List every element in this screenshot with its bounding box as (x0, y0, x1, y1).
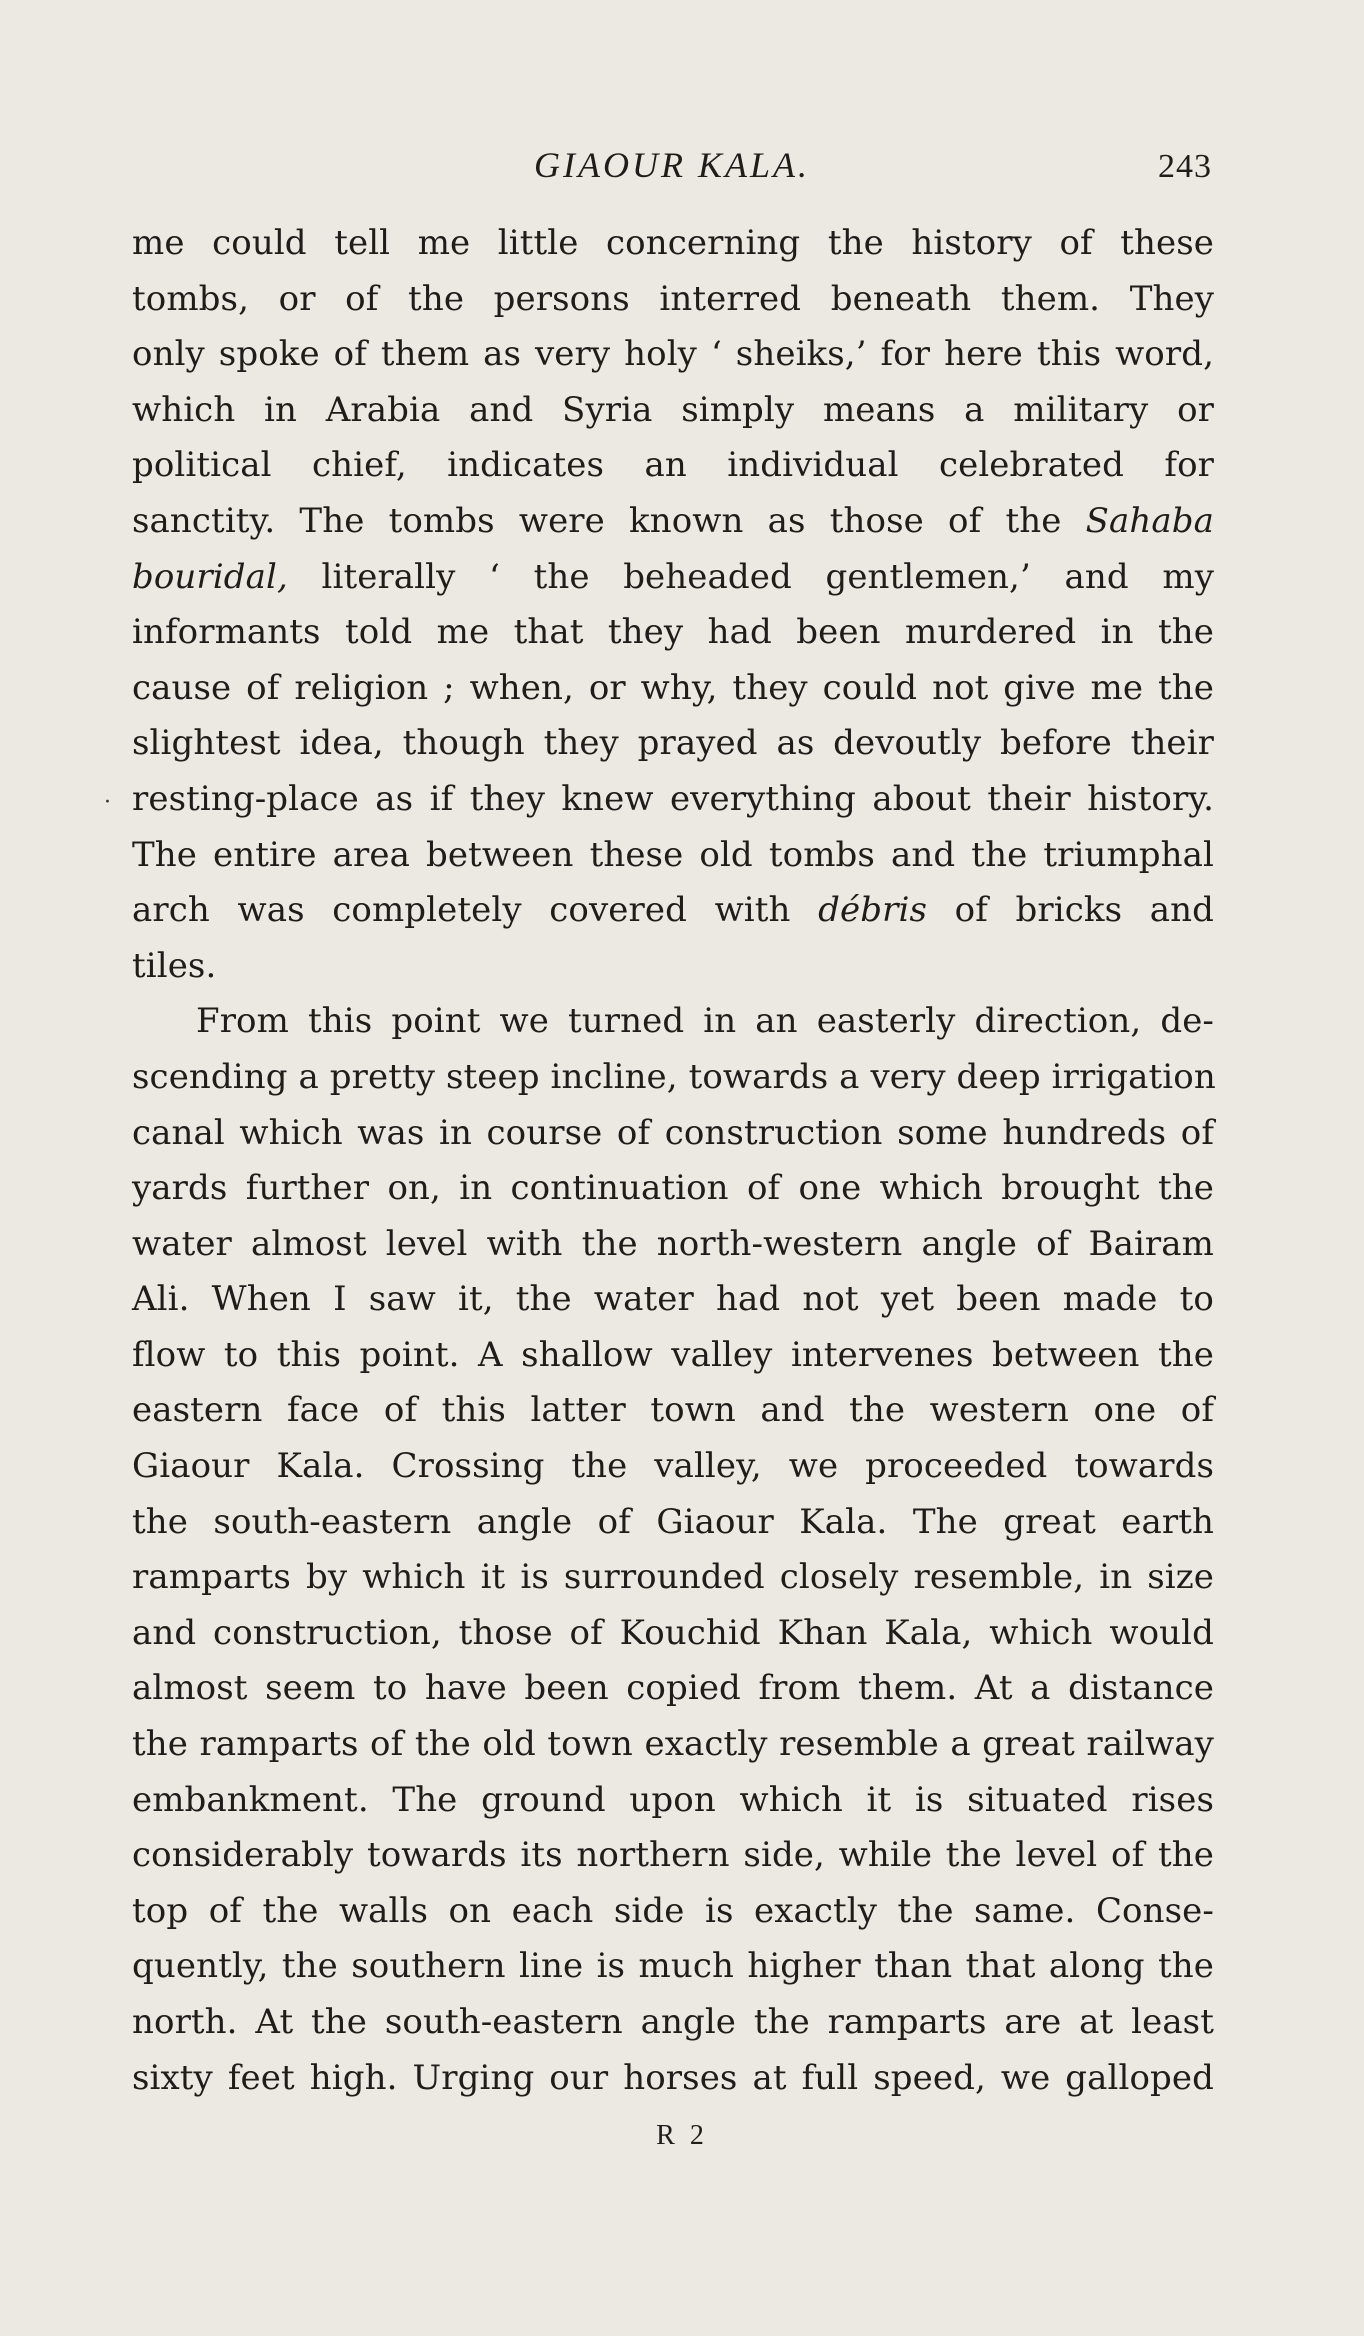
text-segment: Giaour Kala. Crossing the valley, we proceeded towards (132, 1446, 1214, 1487)
text-segment: flow to this point. A shallow valley intervenes between the (132, 1334, 1214, 1375)
text-line (132, 327, 1214, 383)
text-segment: and construction, those of Kouchid Khan Kala, which would (132, 1612, 1214, 1653)
text-line (132, 716, 1214, 772)
text-segment: canal which was in course of construction some hundreds of (132, 1112, 1214, 1153)
running-head (132, 138, 1212, 198)
text-line (132, 1495, 1214, 1551)
italic-phrase: Sahaba (1085, 500, 1214, 541)
text-segment: resting-place as if they knew everything about their history. (132, 778, 1214, 819)
text-line (132, 438, 1214, 494)
text-segment: embankment. The ground upon which it is situated rises (132, 1779, 1214, 1820)
text-line (132, 216, 1214, 272)
text-segment: water almost level with the north-western angle of Bairam (132, 1223, 1214, 1264)
text-segment: tombs, or of the persons interred beneath them. They (132, 278, 1214, 319)
text-segment: yards further on, in continuation of one which brought the (132, 1168, 1214, 1209)
text-segment: only spoke of them as very holy ‘ sheiks,’ for here this word, (132, 334, 1214, 375)
text-line (132, 772, 1214, 828)
text-segment: considerably towards its northern side, while the level of the (132, 1835, 1214, 1876)
text-line (132, 1328, 1214, 1384)
text-line (132, 1272, 1214, 1328)
text-line (132, 661, 1214, 717)
text-line (132, 605, 1214, 661)
text-line (132, 2051, 1214, 2107)
text-segment: the south-eastern angle of Giaour Kala. The great earth (132, 1501, 1214, 1542)
text-segment: scending a pretty steep incline, towards a very deep irrigation (132, 1056, 1216, 1097)
text-line (132, 939, 1214, 995)
text-line (132, 1606, 1214, 1662)
text-line (132, 272, 1214, 328)
text-line (132, 1050, 1214, 1106)
body-text (132, 216, 1214, 2106)
text-line (132, 1828, 1214, 1884)
text-segment: me could tell me little concerning the history of these (132, 223, 1214, 263)
text-line (132, 828, 1214, 884)
text-segment: slightest idea, though they prayed as devoutly before their (132, 723, 1214, 764)
text-line (132, 1995, 1214, 2051)
text-line (132, 383, 1214, 439)
text-segment: tiles. (132, 945, 217, 986)
margin-mark: · (104, 790, 111, 815)
text-segment: arch was completely covered with (132, 890, 819, 931)
text-segment: The entire area between these old tombs and the triumphal (132, 834, 1214, 875)
text-line (132, 1439, 1214, 1495)
text-segment: eastern face of this latter town and the western one of (132, 1390, 1214, 1431)
text-segment: informants told me that they had been murdered in the (132, 612, 1214, 653)
text-segment: of bricks and (927, 890, 1214, 931)
text-line (132, 1884, 1214, 1940)
page-number: 243 (1158, 148, 1212, 185)
italic-phrase: débris (818, 890, 927, 931)
text-line (132, 550, 1214, 606)
text-segment: which in Arabia and Syria simply means a military or (132, 389, 1214, 430)
text-segment: sanctity. The tombs were known as those of the (132, 500, 1086, 541)
text-line (132, 494, 1214, 550)
text-line (132, 1217, 1214, 1273)
text-segment: almost seem to have been copied from them. At a distance (132, 1668, 1214, 1709)
text-line (132, 1550, 1214, 1606)
text-segment: sixty feet high. Urging our horses at full speed, we galloped (132, 2057, 1214, 2098)
text-line (132, 1939, 1214, 1995)
text-line (132, 1161, 1214, 1217)
text-segment: quently, the southern line is much higher than that along the (132, 1946, 1214, 1987)
italic-phrase: bouridal, (132, 556, 288, 597)
text-line (132, 994, 1214, 1050)
text-segment: Ali. When I saw it, the water had not yet been made to (132, 1279, 1214, 1320)
text-line (132, 1773, 1214, 1829)
text-line (132, 1661, 1214, 1717)
text-line (132, 1106, 1214, 1162)
text-segment: cause of religion ; when, or why, they could not give me the (132, 667, 1214, 708)
text-segment: literally ‘ the beheaded gentlemen,’ and my (287, 556, 1214, 597)
signature-mark: R 2 (656, 2120, 708, 2151)
text-segment: political chief, indicates an individual celebrated for (132, 445, 1214, 486)
running-title: GIAOUR KALA. (534, 145, 810, 185)
text-segment: the ramparts of the old town exactly resemble a great railway (132, 1724, 1214, 1765)
text-line (132, 1383, 1214, 1439)
text-segment: ramparts by which it is surrounded closely resemble, in size (132, 1557, 1214, 1598)
text-segment: top of the walls on each side is exactly the same. Conse- (132, 1890, 1214, 1931)
text-segment: north. At the south-eastern angle the ramparts are at least (132, 2002, 1214, 2042)
text-segment: From this point we turned in an easterly direction, de- (196, 1001, 1214, 1042)
text-line (132, 883, 1214, 939)
text-line (132, 1717, 1214, 1773)
